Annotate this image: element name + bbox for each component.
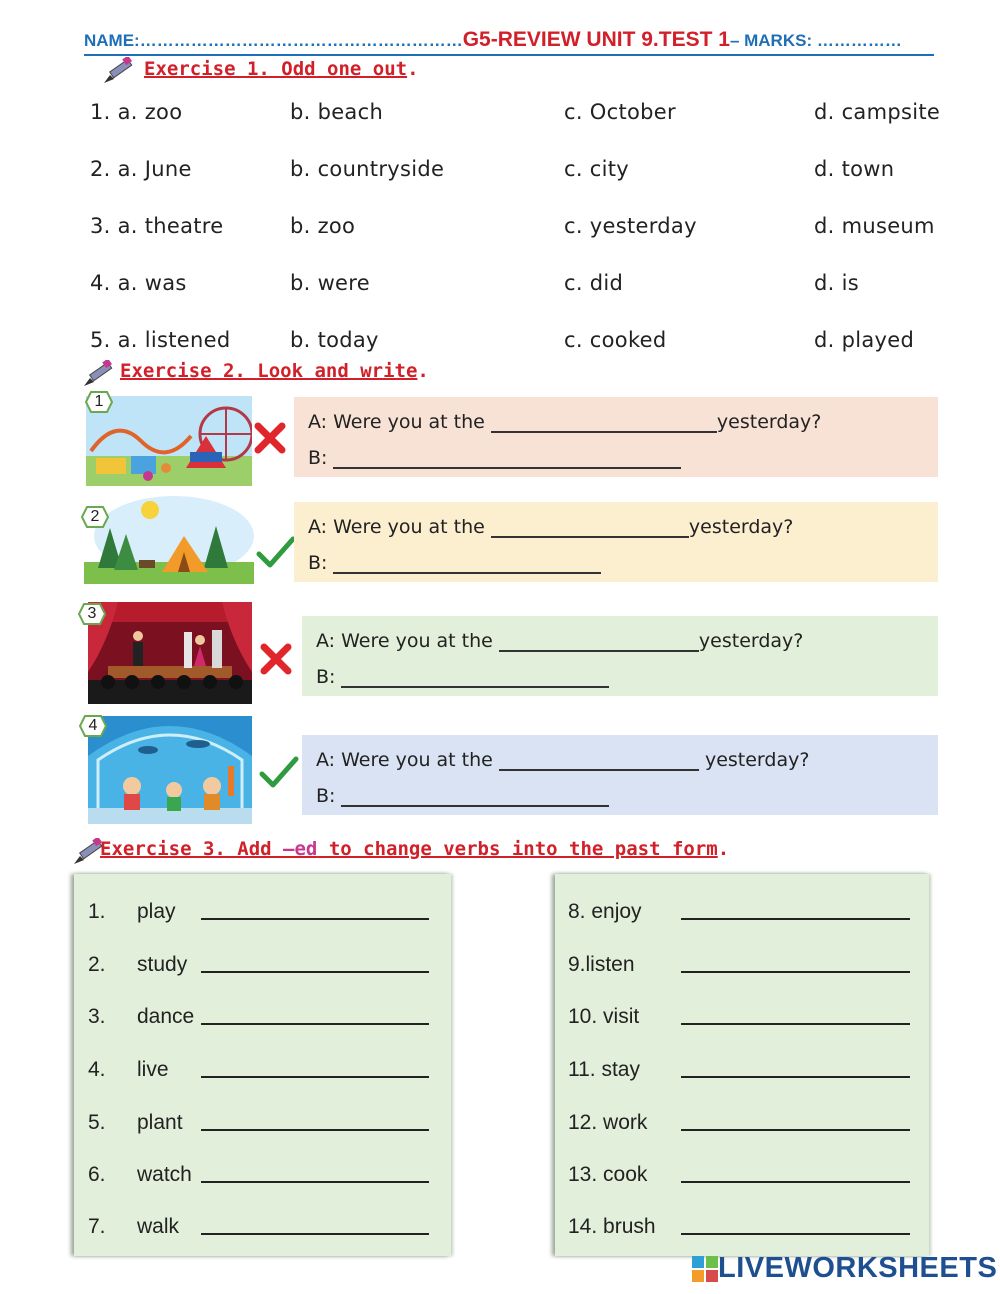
option-c[interactable]: c. cooked (564, 328, 667, 352)
option-a[interactable]: 1. a. zoo (90, 100, 183, 124)
question-box-1: A: Were you at the yesterday? B: (294, 397, 938, 477)
option-b[interactable]: b. beach (290, 100, 384, 124)
option-d[interactable]: d. museum (814, 214, 935, 238)
pen-icon (100, 57, 134, 85)
pen-icon (70, 838, 104, 866)
past-form-answer-blank[interactable] (681, 1233, 910, 1235)
question-box-2: A: Were you at the yesterday? B: (294, 502, 938, 582)
option-c[interactable]: c. October (564, 100, 676, 124)
past-form-answer-blank[interactable] (681, 1076, 910, 1078)
campsite-picture (84, 496, 254, 584)
verb-number: 6. (88, 1163, 106, 1186)
option-c[interactable]: c. did (564, 271, 624, 295)
past-form-answer-blank[interactable] (201, 1023, 429, 1025)
name-field[interactable]: ………………………………………………… (139, 31, 463, 50)
option-d[interactable]: d. played (814, 328, 915, 352)
item4-number-badge: 4 (79, 715, 107, 737)
exercise3-title: Exercise 3. Add –ed to change verbs into the past form. (100, 838, 730, 860)
option-d[interactable]: d. campsite (814, 100, 941, 124)
worksheet-title: G5-REVIEW UNIT 9.TEST 1 (462, 28, 730, 51)
brand-name: LIVEWORKSHEETS (718, 1252, 998, 1284)
verb-number: 2. (88, 953, 106, 976)
verb-word: 14. brush (568, 1215, 656, 1238)
tick-icon (256, 534, 296, 570)
option-c[interactable]: c. city (564, 157, 630, 181)
past-form-answer-blank[interactable] (681, 918, 910, 920)
tick-icon (258, 754, 300, 790)
theatre-picture (88, 602, 252, 704)
verb-number: 1. (88, 900, 106, 923)
verb-word: play (137, 900, 176, 923)
name-label: NAME: (84, 31, 140, 50)
past-form-answer-blank[interactable] (201, 1076, 429, 1078)
answer-b-blank[interactable] (333, 552, 601, 574)
option-b[interactable]: b. were (290, 271, 370, 295)
past-form-answer-blank[interactable] (201, 1129, 429, 1131)
answer-b-blank[interactable] (341, 666, 609, 688)
verb-word: live (137, 1058, 169, 1081)
place-answer-blank[interactable] (499, 749, 699, 771)
verb-word: study (137, 953, 188, 976)
option-b[interactable]: b. countryside (290, 157, 445, 181)
question-row-2 (90, 157, 970, 187)
verb-word: 13. cook (568, 1163, 648, 1186)
question-row-1 (90, 100, 970, 130)
cross-icon (258, 641, 294, 677)
verb-number: 7. (88, 1215, 106, 1238)
verb-word: walk (137, 1215, 180, 1238)
verb-word: plant (137, 1111, 183, 1134)
worksheet-header (84, 28, 934, 56)
past-form-answer-blank[interactable] (681, 1023, 910, 1025)
verb-word: 12. work (568, 1111, 648, 1134)
place-answer-blank[interactable] (491, 411, 717, 433)
pen-icon (80, 360, 114, 388)
marks-field[interactable]: – MARKS: …………… (729, 31, 902, 50)
verb-number: 5. (88, 1111, 106, 1134)
past-form-answer-blank[interactable] (681, 1181, 910, 1183)
place-answer-blank[interactable] (491, 516, 689, 538)
past-form-answer-blank[interactable] (201, 1233, 429, 1235)
verb-word: watch (137, 1163, 192, 1186)
question-row-4 (90, 271, 970, 301)
option-d[interactable]: d. town (814, 157, 895, 181)
past-form-answer-blank[interactable] (201, 1181, 429, 1183)
verb-word: dance (137, 1005, 195, 1028)
place-answer-blank[interactable] (499, 630, 699, 652)
option-a[interactable]: 3. a. theatre (90, 214, 224, 238)
past-form-answer-blank[interactable] (201, 971, 429, 973)
aquarium-picture (88, 716, 252, 824)
option-b[interactable]: b. zoo (290, 214, 356, 238)
liveworksheets-logo (692, 1252, 997, 1285)
question-box-4: A: Were you at the yesterday? B: (302, 735, 938, 815)
verb-word: 11. stay (568, 1058, 640, 1081)
option-a[interactable]: 5. a. listened (90, 328, 231, 352)
past-form-answer-blank[interactable] (681, 971, 910, 973)
verb-number: 4. (88, 1058, 106, 1081)
liveworksheets-logo-icon (692, 1256, 718, 1282)
question-row-5 (90, 328, 970, 358)
verb-list-left-panel (74, 874, 451, 1256)
exercise1-title: Exercise 1. Odd one out. (144, 58, 419, 80)
verb-word: 10. visit (568, 1005, 640, 1028)
option-a[interactable]: 2. a. June (90, 157, 192, 181)
option-b[interactable]: b. today (290, 328, 379, 352)
item3-number-badge: 3 (78, 603, 106, 625)
past-form-answer-blank[interactable] (681, 1129, 910, 1131)
answer-b-blank[interactable] (333, 447, 681, 469)
past-form-answer-blank[interactable] (201, 918, 429, 920)
verb-word: 9.listen (568, 953, 635, 976)
verb-number: 3. (88, 1005, 106, 1028)
option-c[interactable]: c. yesterday (564, 214, 697, 238)
item1-number-badge: 1 (85, 391, 113, 413)
exercise2-title: Exercise 2. Look and write. (120, 360, 429, 382)
question-row-3 (90, 214, 970, 244)
question-box-3: A: Were you at the yesterday? B: (302, 616, 938, 696)
option-d[interactable]: d. is (814, 271, 859, 295)
answer-b-blank[interactable] (341, 785, 609, 807)
cross-icon (252, 420, 288, 456)
item2-number-badge: 2 (81, 506, 109, 528)
verb-word: 8. enjoy (568, 900, 642, 923)
option-a[interactable]: 4. a. was (90, 271, 187, 295)
